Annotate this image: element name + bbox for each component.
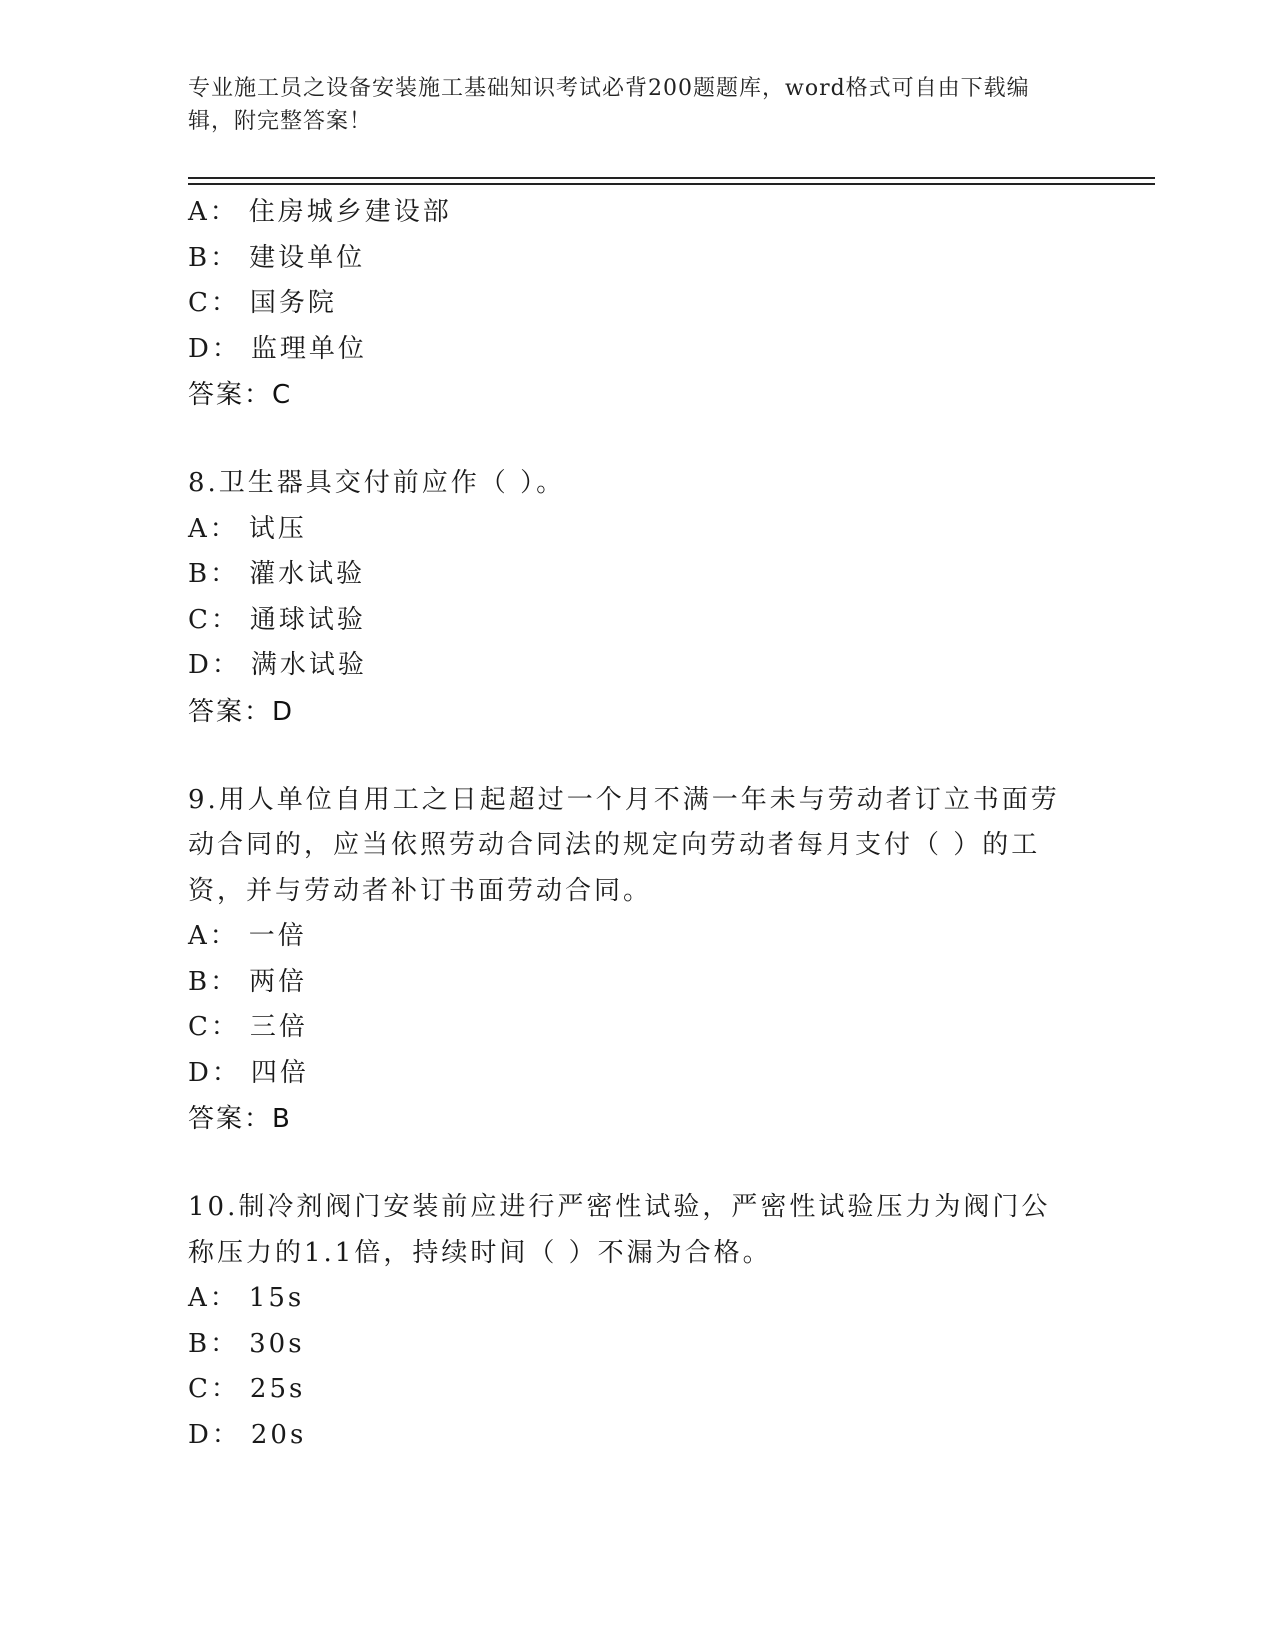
question-spacer xyxy=(188,418,1088,461)
option-text: 建设单位 xyxy=(249,242,366,273)
option-letter: A xyxy=(188,197,210,227)
option-letter: D xyxy=(188,1057,212,1088)
option-separator: ： xyxy=(211,333,241,364)
option-letter: B xyxy=(188,559,211,589)
answer-option xyxy=(188,914,1088,960)
question-spacer xyxy=(188,1142,1088,1185)
option-letter: B xyxy=(188,966,211,997)
question-block xyxy=(188,1185,1088,1458)
answer-option xyxy=(188,552,1088,598)
question-block xyxy=(188,461,1088,735)
answer-option xyxy=(188,190,1088,236)
header-divider-top xyxy=(188,177,1155,179)
page-header-title: 专业施工员之设备安装施工基础知识考试必背200题题库，word格式可自由下载编辑，附完整答案！ xyxy=(188,76,1030,134)
question-text: 9.用人单位自用工之日起超过一个月不满一年未与劳动者订立书面劳动合同的，应当依照劳动合同法的规定向劳动者每月支付（ ）的工资，并与劳动者补订书面劳动合同。 xyxy=(188,784,1060,906)
option-text: 监理单位 xyxy=(250,333,367,364)
option-text: 一倍 xyxy=(248,921,307,951)
option-separator: ： xyxy=(209,513,239,544)
answer-option xyxy=(188,1276,1088,1322)
option-letter: C xyxy=(188,1012,211,1042)
option-separator: ： xyxy=(210,559,240,589)
answer-key: 答案：D xyxy=(188,696,295,727)
answer-key: 答案：C xyxy=(188,380,293,410)
option-separator: ： xyxy=(210,1328,240,1359)
question-spacer xyxy=(188,735,1088,778)
question-text: 8.卫生器具交付前应作（ ）。 xyxy=(188,468,566,498)
option-letter: C xyxy=(188,1374,211,1404)
option-text: 15s xyxy=(248,1283,305,1313)
answer-option xyxy=(188,281,1088,327)
option-letter: A xyxy=(188,1283,210,1313)
option-letter: C xyxy=(188,604,211,635)
option-text: 20s xyxy=(250,1419,307,1450)
option-text: 四倍 xyxy=(250,1057,309,1088)
option-separator: ： xyxy=(209,197,239,227)
answer-option xyxy=(188,960,1088,1006)
answer-option xyxy=(188,1322,1088,1368)
header-divider-bottom xyxy=(188,183,1155,185)
option-letter: A xyxy=(188,513,210,544)
option-text: 30s xyxy=(249,1328,305,1359)
option-letter: B xyxy=(188,242,211,273)
option-text: 试压 xyxy=(248,513,307,544)
option-text: 两倍 xyxy=(249,966,308,997)
option-text: 满水试验 xyxy=(250,650,367,680)
option-text: 灌水试验 xyxy=(249,559,366,589)
answer-option xyxy=(188,598,1088,644)
question-text: 10.制冷剂阀门安装前应进行严密性试验，严密性试验压力为阀门公称压力的1.1倍，持续时间（ ）不漏为合格。 xyxy=(188,1192,1051,1268)
option-text: 三倍 xyxy=(249,1012,308,1042)
option-separator: ： xyxy=(211,650,241,680)
option-separator: ： xyxy=(210,242,240,273)
option-letter: D xyxy=(188,650,212,680)
answer-option xyxy=(188,507,1088,553)
option-text: 住房城乡建设部 xyxy=(248,197,452,227)
option-letter: D xyxy=(188,333,212,364)
answer-key: 答案：B xyxy=(188,1104,292,1134)
question-block xyxy=(188,190,1088,418)
answer-option xyxy=(188,236,1088,282)
answer-option xyxy=(188,1367,1088,1413)
option-separator: ： xyxy=(211,1419,241,1450)
option-separator: ： xyxy=(210,1012,240,1042)
option-separator: ： xyxy=(209,1283,239,1313)
option-separator: ： xyxy=(210,604,240,635)
answer-option xyxy=(188,327,1088,373)
option-text: 国务院 xyxy=(249,288,337,318)
option-letter: D xyxy=(188,1419,212,1450)
answer-option xyxy=(188,1005,1088,1051)
option-text: 通球试验 xyxy=(249,604,366,635)
option-separator: ： xyxy=(211,1057,241,1088)
option-separator: ： xyxy=(210,966,240,997)
answer-option xyxy=(188,1051,1088,1097)
question-list xyxy=(188,190,1088,1458)
option-text: 25s xyxy=(249,1374,306,1404)
option-letter: B xyxy=(188,1328,211,1359)
option-letter: C xyxy=(188,288,211,318)
option-separator: ： xyxy=(209,921,239,951)
question-block xyxy=(188,778,1088,1143)
answer-option xyxy=(188,643,1088,689)
option-separator: ： xyxy=(210,288,240,318)
answer-option xyxy=(188,1413,1088,1459)
option-separator: ： xyxy=(210,1374,240,1404)
option-letter: A xyxy=(188,921,210,951)
